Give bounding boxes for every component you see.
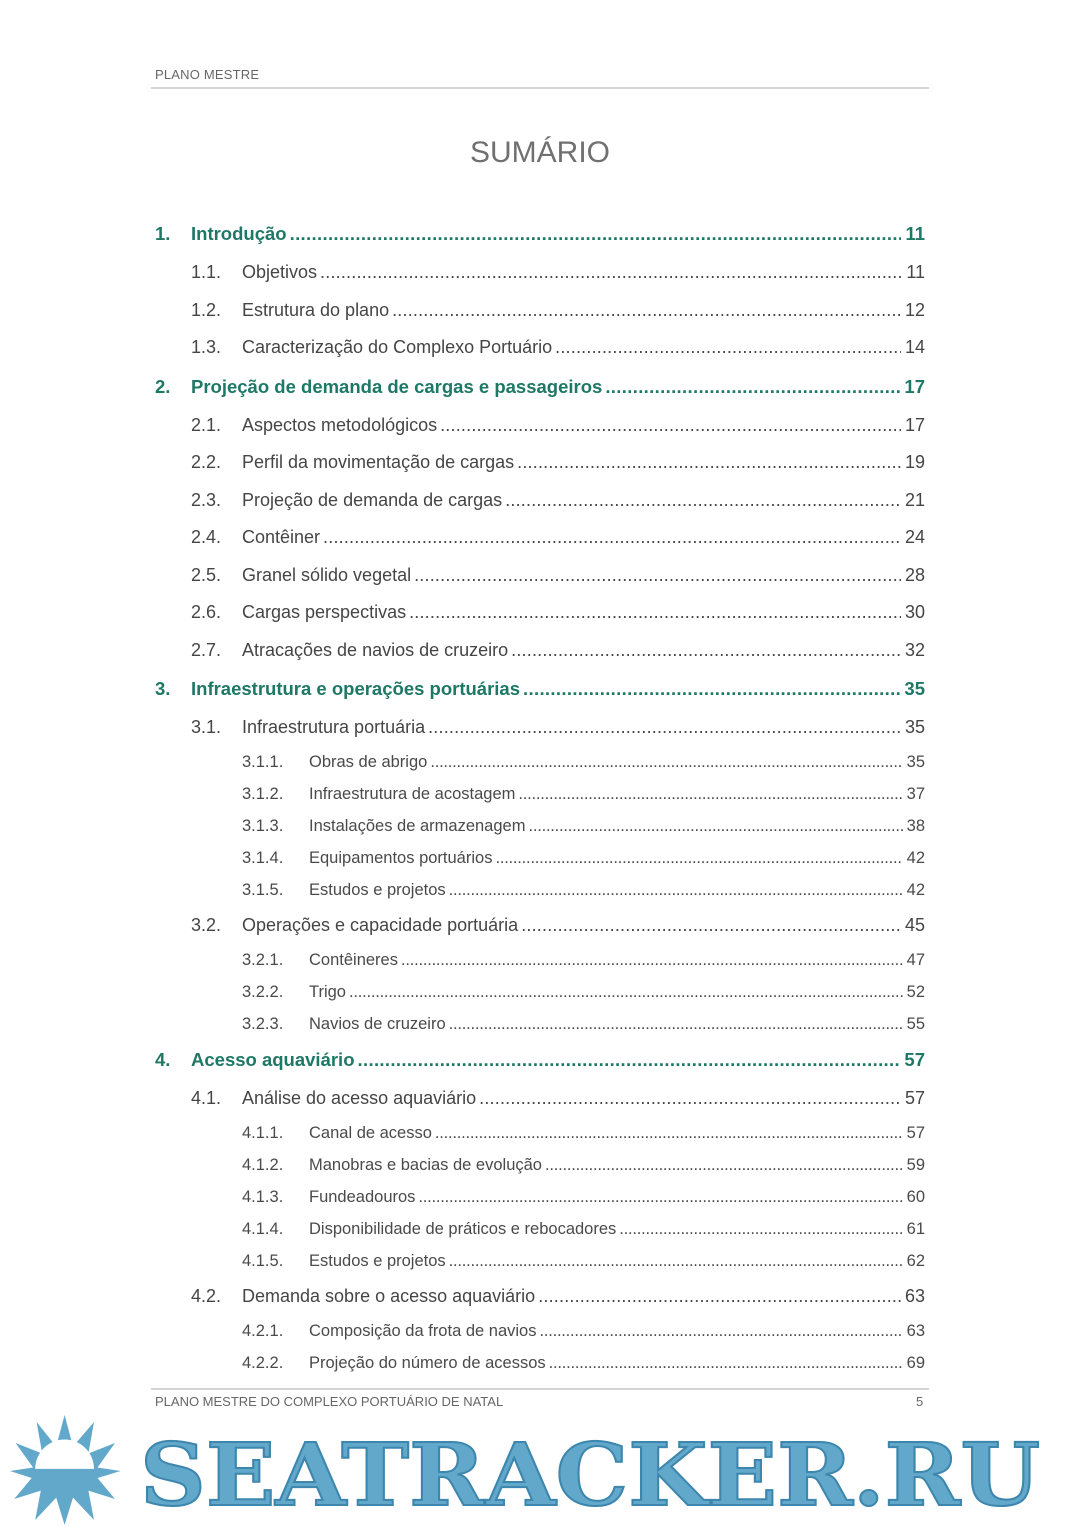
dot-leader [505,490,901,511]
toc-entry-number: 3.1.3. [242,817,284,835]
toc-entry-number: 3.1.5. [242,881,284,899]
toc-entry-level3[interactable] [155,976,925,1008]
dot-leader [517,452,901,473]
dot-leader [358,1049,901,1071]
toc-entry-number: 4.1.4. [242,1220,284,1238]
dot-leader [290,223,902,245]
toc-entry-page: 37 [906,785,925,803]
toc-entry-level3[interactable] [155,1315,925,1347]
toc-entry-page: 21 [904,489,925,510]
toc-entry-title: Infraestrutura de acostagem [309,785,516,803]
toc-entry-page: 11 [906,262,925,283]
toc-entry-title: Análise do acesso aquaviário [242,1088,477,1109]
toc-entry-number: 3.1.1. [242,753,284,771]
toc-entry-level2[interactable] [155,444,925,482]
toc-entry-number: 3.2.3. [242,1014,284,1033]
toc-entry-number: 2.7. [191,639,222,660]
dot-leader [440,415,901,436]
toc-entry-page: 63 [906,1321,925,1340]
toc-entry-level3[interactable] [155,1150,925,1182]
toc-entry-page: 42 [906,881,925,899]
dot-leader [418,1188,902,1207]
toc-entry-level2[interactable] [155,557,925,595]
toc-entry-level3[interactable] [155,1246,925,1278]
toc-entry-level3[interactable] [155,779,925,811]
toc-entry-number: 3.1. [191,717,222,738]
toc-entry-number: 4.1.5. [242,1252,284,1270]
toc-entry-page: 32 [904,639,925,660]
toc-entry-title: Trigo [309,982,346,1001]
toc-entry-title: Projeção de demanda de cargas [242,489,503,510]
toc-entry-number: 1. [155,223,171,244]
toc-entry-page: 47 [906,950,925,969]
dot-leader [605,376,900,398]
toc-entry-title: Perfil da movimentação de cargas [242,452,515,473]
toc-entry-level3[interactable] [155,1214,925,1246]
toc-entry-page: 24 [904,527,925,548]
toc-entry-title: Granel sólido vegetal [242,564,412,585]
footer-divider [151,1388,929,1390]
toc-entry-page: 11 [905,223,925,244]
toc-entry-title: Objetivos [242,262,318,283]
toc-entry-page: 28 [904,564,925,585]
svg-text:SEATRACKER.RU: SEATRACKER.RU [140,1425,1040,1526]
toc-entry-number: 1.1. [191,262,222,283]
dot-leader [430,753,902,772]
toc-entry-number: 4.1.3. [242,1188,284,1206]
toc-entry-title: Demanda sobre o acesso aquaviário [242,1285,536,1306]
toc-entry-title: Obras de abrigo [309,753,428,771]
toc-entry-page: 19 [904,452,925,473]
watermark-logo [0,1415,1080,1527]
toc-entry-page: 35 [904,717,925,738]
toc-entry-page: 35 [904,678,925,699]
toc-entry-level2[interactable] [155,907,925,945]
toc-entry-page: 69 [906,1353,925,1372]
sun-icon [10,1415,121,1525]
toc-entry-level3[interactable] [155,843,925,875]
toc-entry-number: 4.2. [191,1285,222,1306]
toc-entry-number: 2.6. [191,602,222,623]
toc-entry-number: 2.4. [191,527,222,548]
toc-entry-title: Contêineres [309,950,398,969]
toc-entry-level3[interactable] [155,811,925,843]
toc-entry-level3[interactable] [155,1008,925,1040]
toc-entry-number: 3.1.4. [242,849,284,867]
toc-entry-number: 3.1.2. [242,785,284,803]
toc-entry-title: Introdução [191,223,287,244]
footer-page-number: 5 [916,1394,924,1409]
toc-entry-number: 3.2.2. [242,982,284,1001]
toc-entry-number: 2.2. [191,452,222,473]
toc-entry-title: Canal de acesso [309,1124,432,1142]
toc-entry-number: 4.2.2. [242,1353,284,1372]
toc-entry-level1[interactable] [155,1040,925,1080]
dot-leader [449,881,903,900]
toc-entry-level2[interactable] [155,519,925,557]
toc-entry-level2[interactable] [155,407,925,445]
toc-entry-number: 4.1.2. [242,1156,284,1174]
toc-entry-number: 2. [155,375,171,397]
toc-entry-page: 17 [904,414,925,435]
toc-entry-page: 14 [904,337,925,358]
toc-entry-level3[interactable] [155,944,925,976]
toc-entry-number: 1.2. [191,299,222,320]
toc-entry-number: 4.1.1. [242,1124,284,1142]
toc-entry-level2[interactable] [155,594,925,632]
toc-entry-title: Projeção de demanda de cargas e passageiros [191,375,603,397]
dot-leader [449,1252,903,1271]
toc-entry-number: 2.1. [191,414,222,435]
toc-entry-title: Infraestrutura portuária [242,717,426,738]
toc-entry-page: 57 [904,1088,925,1109]
toc-entry-page: 57 [906,1124,925,1142]
toc-entry-level3[interactable] [155,1118,925,1150]
toc-entry-level3[interactable] [155,1182,925,1214]
dot-leader [521,915,901,936]
toc-entry-page: 42 [906,849,925,867]
dot-leader [619,1220,902,1239]
toc-entry-number: 3. [155,678,171,699]
toc-entry-level2[interactable] [155,254,925,292]
toc-entry-page: 62 [906,1252,925,1270]
dot-leader [545,1156,903,1175]
toc-entry-level3[interactable] [155,747,925,779]
toc-entry-title: Estudos e projetos [309,881,446,899]
toc-entry-title: Caracterização do Complexo Portuário [242,337,553,358]
dot-leader [401,951,903,970]
toc-entry-page: 38 [906,817,925,835]
toc-entry-level1[interactable] [155,214,925,254]
toc-entry-page: 61 [906,1220,925,1238]
dot-leader [528,817,902,836]
toc-entry-number: 3.2.1. [242,950,284,969]
toc-entry-level2[interactable] [155,709,925,747]
toc-entry-title: Estrutura do plano [242,299,390,320]
dot-leader [323,527,901,548]
dot-leader [539,1322,902,1341]
toc-entry-page: 45 [904,914,925,935]
toc-entry-number: 4. [155,1049,171,1070]
toc-entry-number: 2.3. [191,489,222,510]
dot-leader [409,602,901,623]
toc-entry-level2[interactable] [155,1080,925,1118]
toc-entry-title: Navios de cruzeiro [309,1014,446,1033]
toc-entry-page: 59 [906,1156,925,1174]
toc-entry-page: 55 [906,1014,925,1033]
dot-leader [538,1286,901,1307]
toc-entry-page: 57 [904,1049,925,1070]
toc-entry-title: Operações e capacidade portuária [242,914,519,935]
toc-entry-title: Manobras e bacias de evolução [309,1156,542,1174]
toc-entry-number: 1.3. [191,337,222,358]
dot-leader [392,300,901,321]
toc-entry-title: Aspectos metodológicos [242,414,438,435]
page-title: SUMÁRIO [469,136,610,169]
toc-entry-number: 4.1. [191,1088,222,1109]
dot-leader [523,678,900,700]
dot-leader [449,1015,903,1034]
toc-entry-level1[interactable] [155,669,925,709]
dot-leader [320,262,902,283]
running-footer: PLANO MESTRE DO COMPLEXO PORTUÁRIO DE NATAL [155,1394,504,1409]
toc-entry-level1[interactable] [155,367,925,407]
toc-entry-title: Projeção do número de acessos [309,1353,546,1372]
toc-entry-level2[interactable] [155,329,925,367]
dot-leader [518,785,902,804]
toc-entry-title: Infraestrutura e operações portuárias [191,678,520,699]
dot-leader [349,983,903,1002]
toc-entry-title: Disponibilidade de práticos e rebocadores [309,1220,617,1238]
toc-entry-level3[interactable] [155,1347,925,1379]
toc-entry-page: 35 [906,753,925,771]
toc-entry-page: 63 [904,1285,925,1306]
toc-entry-number: 3.2. [191,914,222,935]
toc-entry-title: Cargas perspectivas [242,602,407,623]
running-header: PLANO MESTRE [155,67,260,82]
dot-leader [495,849,902,868]
toc-entry-number: 4.2.1. [242,1321,284,1340]
toc-entry-page: 17 [904,375,925,397]
toc-entry-title: Composição da frota de navios [309,1321,537,1340]
toc-entry-title: Estudos e projetos [309,1252,446,1270]
dot-leader [435,1124,903,1143]
toc-entry-level3[interactable] [155,875,925,907]
dot-leader [414,565,901,586]
toc-entry-number: 2.5. [191,564,222,585]
dot-leader [479,1088,901,1109]
toc-entry-level2[interactable] [155,632,925,670]
toc-entry-title: Equipamentos portuários [309,849,493,867]
toc-entry-level2[interactable] [155,1278,925,1316]
toc-entry-title: Atracações de navios de cruzeiro [242,639,509,660]
dot-leader [511,640,901,661]
dot-leader [428,717,901,738]
toc-entry-page: 60 [906,1188,925,1206]
toc-entry-page: 52 [906,982,925,1001]
toc-entry-title: Instalações de armazenagem [309,817,526,835]
toc-entry-page: 12 [904,299,925,320]
toc-entry-level2[interactable] [155,482,925,520]
toc-entry-page: 30 [904,602,925,623]
toc-entry-title: Contêiner [242,527,321,548]
toc-entry-title: Acesso aquaviário [191,1049,355,1070]
table-of-contents [155,214,925,1379]
toc-entry-level2[interactable] [155,292,925,330]
dot-leader [555,337,901,358]
dot-leader [549,1354,903,1373]
header-divider [151,87,929,89]
toc-entry-title: Fundeadouros [309,1188,416,1206]
